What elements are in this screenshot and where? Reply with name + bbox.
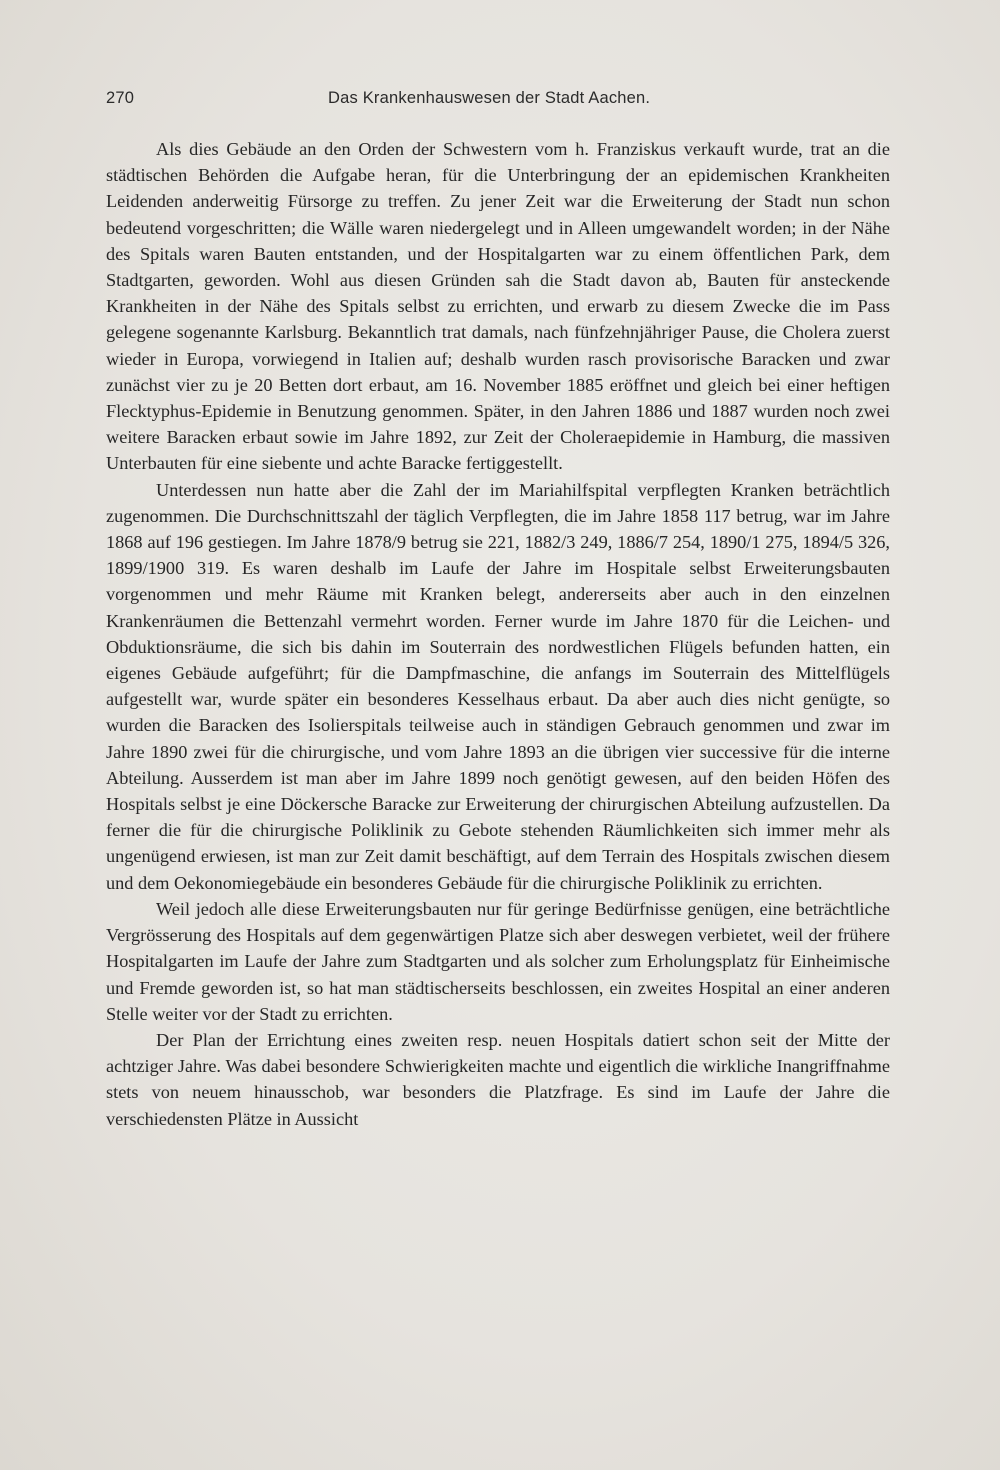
- paragraph-4: Der Plan der Errichtung eines zweiten resp. neuen Hospitals datiert schon seit der Mitte der achtziger Jahre. Was dabei besondere Schwierigkeiten machte und eigentlich die wirkliche Inangriffnahme stets von neuem hinausschob, war besonders die Platzfrage. Es sind im Laufe der Jahre die verschiedensten Plätze in Aussicht: [106, 1029, 890, 1129]
- page-number: 270: [106, 89, 135, 107]
- paragraph-3: Weil jedoch alle diese Erweiterungsbauten nur für geringe Bedürfnisse genügen, eine beträchtliche Vergrösserung des Hospitals auf dem gegenwärtigen Platze sich aber deswegen verbietet, weil der frühere Hospitalgarten im Laufe der Jahre zum Stadtgarten und als solcher zum Erholungsplatz für Einheimische und Fremde geworden ist, so hat man städtischerseits beschlossen, ein zweites Hospital an einer anderen Stelle weiter vor der Stadt zu errichten.: [106, 898, 890, 1024]
- paragraph-2: Unterdessen nun hatte aber die Zahl der im Mariahilfspital verpflegten Kranken beträchtlich zugenommen. Die Durchschnittszahl der täglich Verpflegten, die im Jahre 1858 117 betrug, war im Jahre 1868 auf 196 gestiegen. Im Jahre 1878/9 betrug sie 221, 1882/3 249, 1886/7 254, 1890/1 275, 1894/5 326, 1899/1900 319. Es waren deshalb im Laufe der Jahre im Hospitale selbst Erweiterungsbauten vorgenommen und mehr Räume mit Kranken belegt, andererseits aber auch in den einzelnen Krankenräumen die Bettenzahl vermehrt worden. Ferner wurde im Jahre 1870 für die Leichen- und Obduktionsräume, die sich bis dahin im Souterrain des nordwestlichen Flügels befunden hatten, ein eigenes Gebäude aufgeführt; für die Dampfmaschine, die anfangs im Souterrain des Mittelflügels aufgestellt war, wurde später ein besonderes Kesselhaus erbaut. Da aber auch dies nicht genügte, so wurden die Baracken des Isolierspitals teilweise auch in ständigen Gebrauch genommen und zwar im Jahre 1890 zwei für die chirurgische, und vom Jahre 1893 an die übrigen vier successive für die interne Abteilung. Ausserdem ist man aber im Jahre 1899 noch genötigt gewesen, auf den beiden Höfen des Hospitals selbst je eine Döckersche Baracke zur Erweiterung der chirurgischen Abteilung aufzustellen. Da ferner die für die chirurgische Poliklinik zu Gebote stehenden Räumlichkeiten sich immer mehr als ungenügend erwiesen, ist man zur Zeit damit beschäftigt, auf dem Terrain des Hospitals zwischen diesem und dem Oekonomiegebäude ein besonderes Gebäude für die chirurgische Poliklinik zu errichten.: [106, 479, 890, 893]
- running-title: Das Krankenhauswesen der Stadt Aachen.: [328, 89, 651, 107]
- body-text: [106, 136, 890, 1132]
- paragraph-1: Als dies Gebäude an den Orden der Schwestern vom h. Franziskus verkauft wurde, trat an die städtischen Behörden die Aufgabe heran, für die Unterbringung der an epidemischen Krankheiten Leidenden anderweitig Fürsorge zu treffen. Zu jener Zeit war die Erweiterung der Stadt nun schon bedeutend vorgeschritten; die Wälle waren niedergelegt und in Alleen umgewandelt worden; in der Nähe des Spitals waren Bauten entstanden, und der Hospitalgarten war zu einem öffentlichen Park, dem Stadtgarten, geworden. Wohl aus diesen Gründen sah die Stadt davon ab, Bauten für ansteckende Krankheiten in der Nähe des Spitals selbst zu errichten, und erwarb zu diesem Zwecke die im Pass gelegene sogenannte Karlsburg. Bekanntlich trat damals, nach fünfzehnjähriger Pause, die Cholera zuerst wieder in Europa, vorwiegend in Italien auf; deshalb wurden rasch provisorische Baracken und zwar zunächst vier zu je 20 Betten dort erbaut, am 16. November 1885 eröffnet und gleich bei einer heftigen Flecktyphus-Epidemie in Benutzung genommen. Später, in den Jahren 1886 und 1887 wurden noch zwei weitere Baracken erbaut sowie im Jahre 1892, zur Zeit der Choleraepidemie in Hamburg, die massiven Unterbauten für eine siebente und achte Baracke fertiggestellt.: [106, 139, 890, 474]
- running-header: [106, 89, 896, 115]
